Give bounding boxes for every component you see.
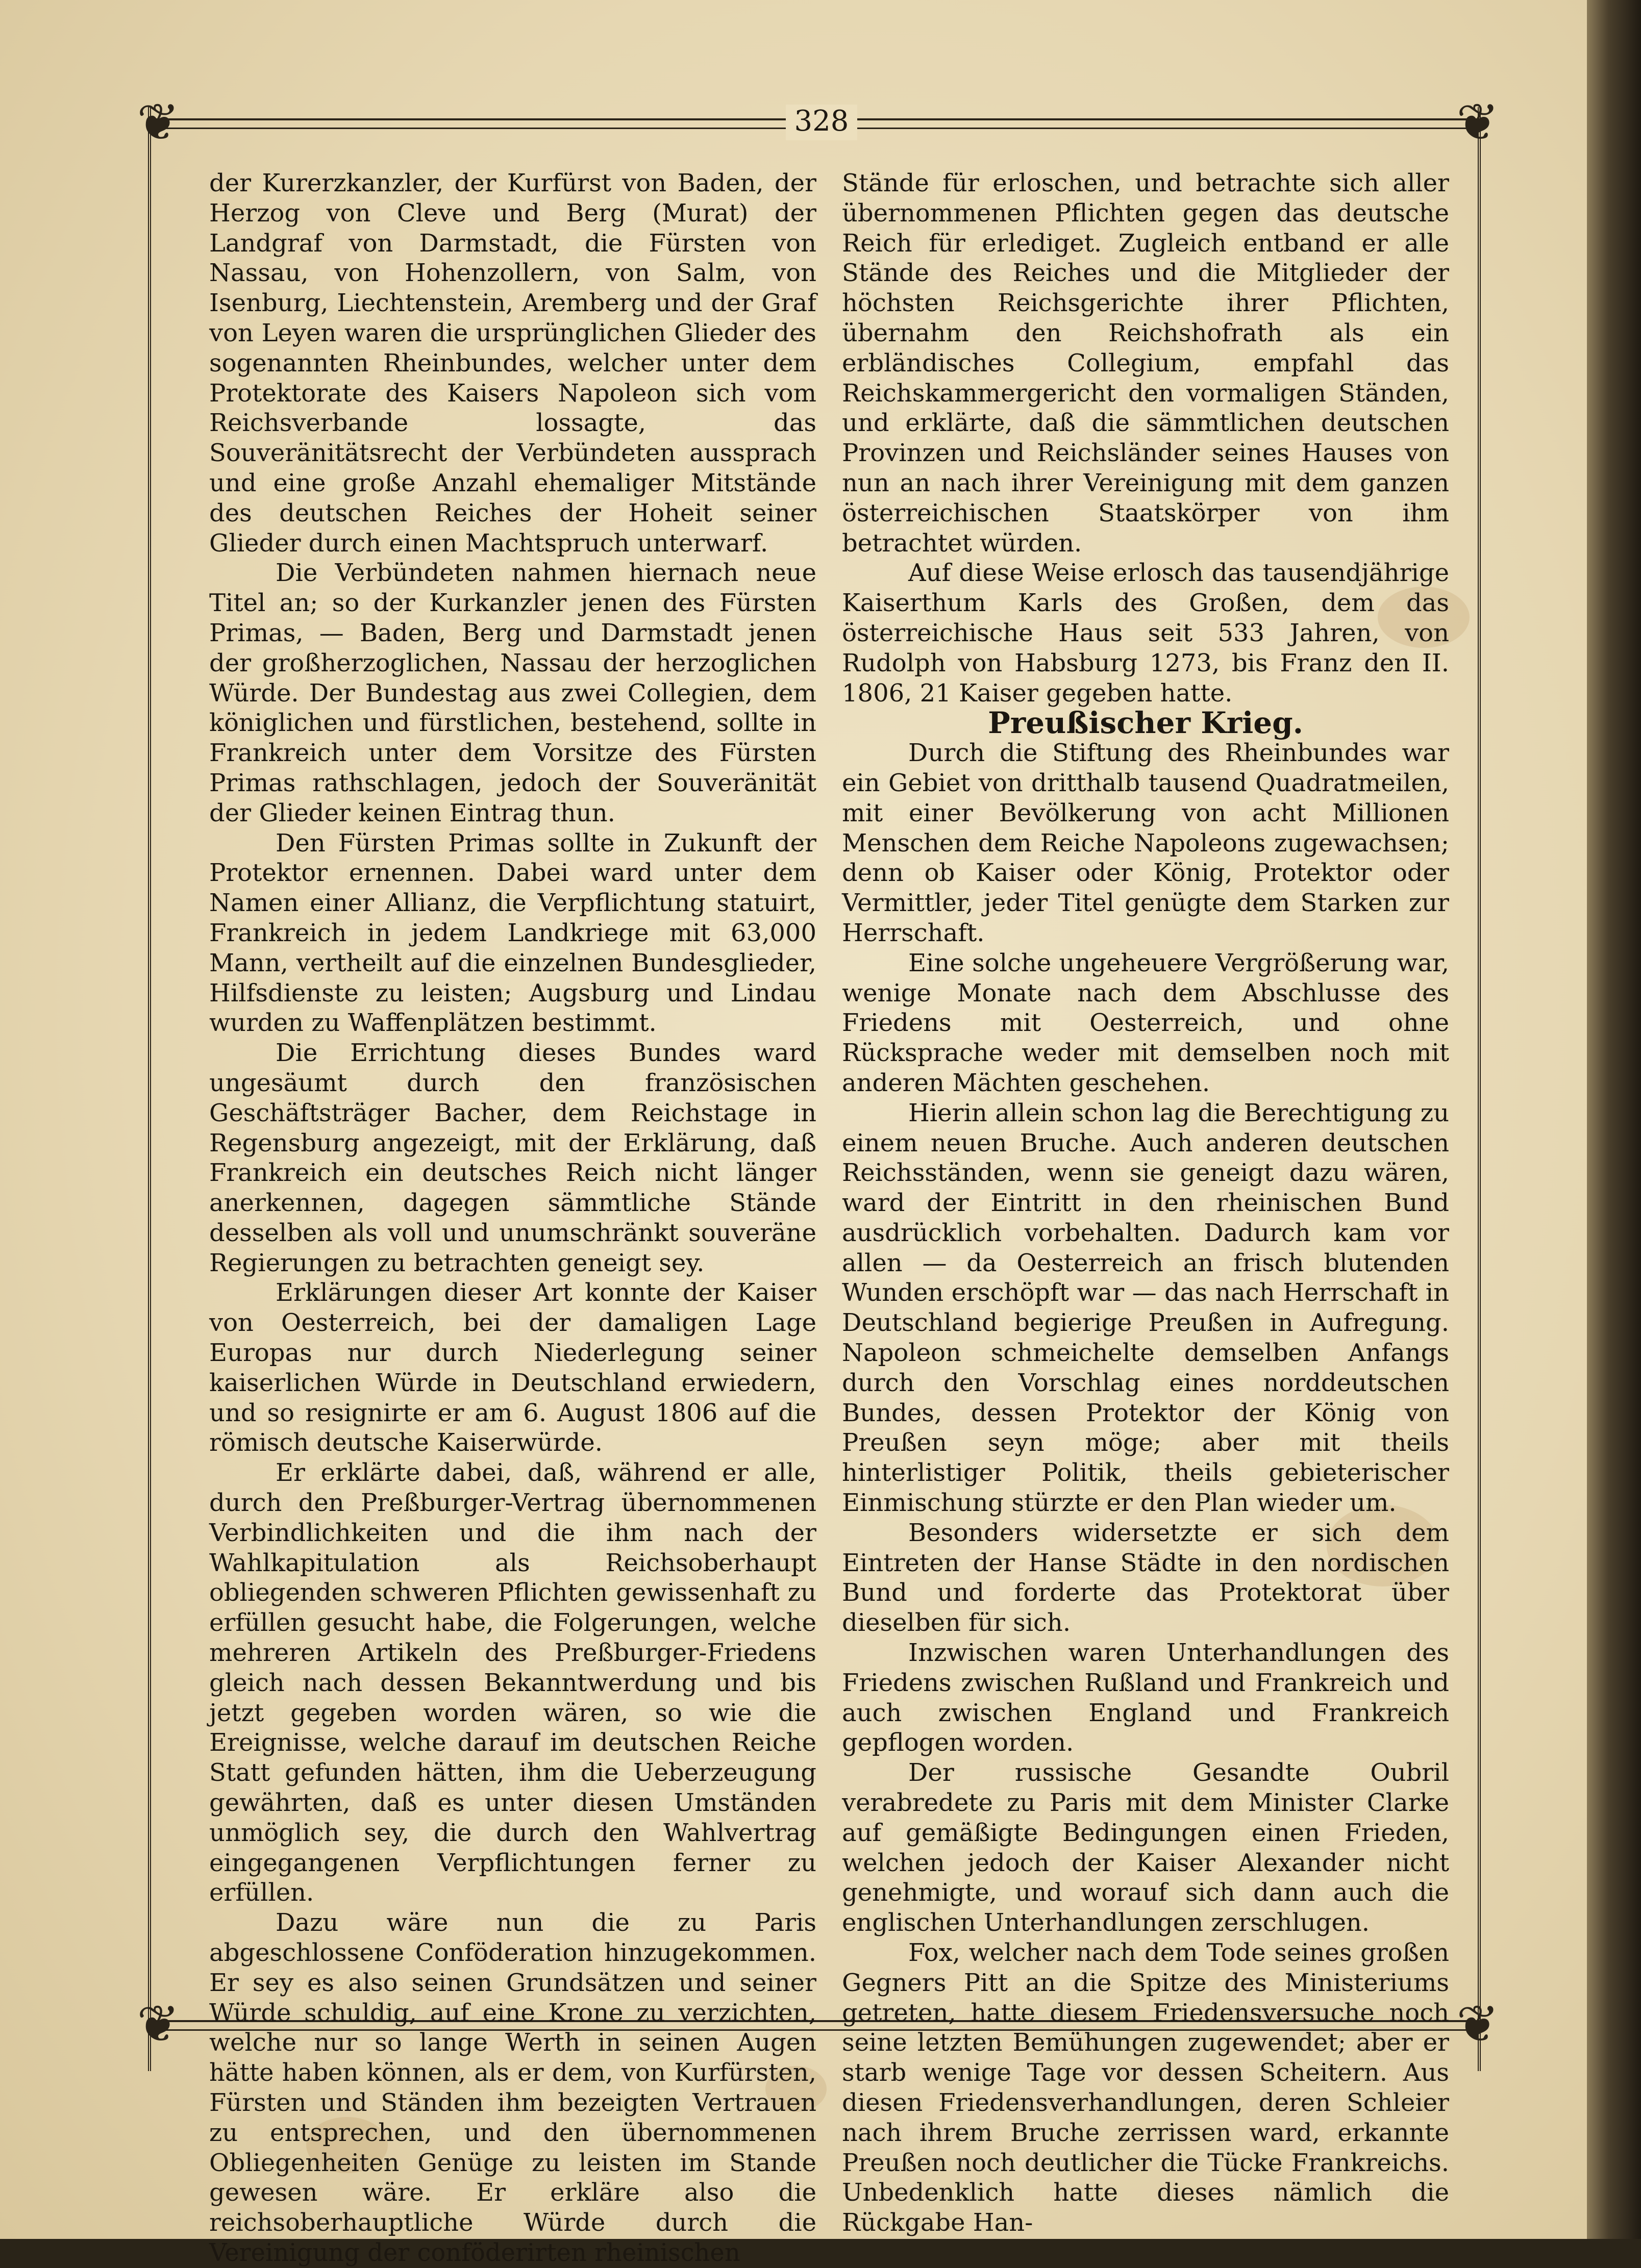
paragraph: Er erklärte dabei, daß, während er alle, durch den Preßburger-Vertrag übernommenen Verbindlichkeiten und die ihm nach der Wahlkapitulation als Reichsoberhaupt obliegenden schweren Pflichten gewissenhaft zu erfüllen gesucht habe, die Folgerungen, welche mehreren Artikeln des Preßburger-Friedens gleich nach dessen Bekanntwerdung und bis jetzt gegeben worden wären, so wie die Ereignisse, welche darauf im deutschen Reiche Statt gefunden hätten, ihm die Ueberzeugung gewährten, daß es unter diesen Umständen unmöglich sey, die durch den Wahlvertrag eingegangenen Verpflichtungen ferner zu erfüllen.	[209, 1458, 816, 1907]
paragraph: Auf diese Weise erlosch das tausendjährige Kaiserthum Karls des Großen, dem das österreichische Haus seit 533 Jahren, von Rudolph von Habsburg 1273, bis Franz den II. 1806, 21 Kaiser gegeben hatte.	[842, 559, 1449, 708]
ornament-bottom-right-icon: ❦	[1456, 1994, 1499, 2054]
paragraph: Die Verbündeten nahmen hiernach neue Titel an; so der Kurkanzler jenen des Fürsten Primas, — Baden, Berg und Darmstadt jenen der großherzoglichen, Nassau der herzoglichen Würde. Der Bundestag aus zwei Collegien, dem königlichen und fürstlichen, bestehend, sollte in Frankreich unter dem Vorsitze des Fürsten Primas rathschlagen, jedoch der Souveränität der Glieder keinen Eintrag thun.	[209, 559, 816, 827]
paragraph: Erklärungen dieser Art konnte der Kaiser von Oesterreich, bei der damaligen Lage Europas nur durch Niederlegung seiner kaiserlichen Würde in Deutschland erwiedern, und so resignirte er am 6. August 1806 auf die römisch deutsche Kaiserwürde.	[209, 1278, 816, 1457]
left-text-column	[209, 168, 816, 2267]
paragraph: Den Fürsten Primas sollte in Zukunft der Protektor ernennen. Dabei ward unter dem Namen einer Allianz, die Verpflichtung statuirt, Frankreich in jedem Landkriege mit 63,000 Mann, vertheilt auf die einzelnen Bundesglieder, Hilfsdienste zu leisten; Augsburg und Lindau wurden zu Waffenplätzen bestimmt.	[209, 828, 816, 1038]
paragraph: Durch die Stiftung des Rheinbundes war ein Gebiet von dritthalb tausend Quadratmeilen, mit einer Bevölkerung von acht Millionen Menschen dem Reiche Napoleons zugewachsen; denn ob Kaiser oder König, Protektor oder Vermittler, jeder Titel genügte dem Starken zur Herrschaft.	[842, 739, 1449, 947]
paragraph: Der russische Gesandte Oubril verabredete zu Paris mit dem Minister Clarke auf gemäßigte Bedingungen einen Frieden, welchen jedoch der Kaiser Alexander nicht genehmigte, und worauf sich dann auch die englischen Unterhandlungen zerschlugen.	[842, 1758, 1449, 1937]
paragraph: der Kurerzkanzler, der Kurfürst von Baden, der Herzog von Cleve und Berg (Murat) der Landgraf von Darmstadt, die Fürsten von Nassau, von Hohenzollern, von Salm, von Isenburg, Liechtenstein, Aremberg und der Graf von Leyen waren die ursprünglichen Glieder des sogenannten Rheinbundes, welcher unter dem Protektorate des Kaisers Napoleon sich vom Reichsverbande lossagte, das Souveränitätsrecht der Verbündeten aussprach und eine große Anzahl ehemaliger Mitstände des deutschen Reiches der Hoheit seiner Glieder durch einen Machtspruch unterwarf.	[209, 169, 816, 558]
paragraph: Dazu wäre nun die zu Paris abgeschlossene Conföderation hinzugekommen. Er sey es also seinen Grundsätzen und seiner Würde schuldig, auf eine Krone zu verzichten, welche nur so lange Werth in seinen Augen hätte haben können, als er dem, von Kurfürsten, Fürsten und Ständen ihm bezeigten Vertrauen zu entsprechen, und den übernommenen Obliegenheiten Genüge zu leisten im Stande gewesen wäre. Er erkläre also die reichsoberhauptliche Würde durch die Vereinigung der conföderirten rheinischen	[209, 1908, 816, 2267]
paragraph: Eine solche ungeheuere Vergrößerung war, wenige Monate nach dem Abschlusse des Friedens mit Oesterreich, und ohne Rücksprache weder mit demselben noch mit anderen Mächten geschehen.	[842, 948, 1449, 1097]
ornament-top-left-icon: ❦	[137, 92, 180, 152]
paragraph: Besonders widersetzte er sich dem Eintreten der Hanse Städte in den nordischen Bund und forderte das Protektorat über dieselben für sich.	[842, 1518, 1449, 1637]
book-gutter-edge	[1587, 0, 1641, 2239]
paragraph: Fox, welcher nach dem Tode seines großen Gegners Pitt an die Spitze des Ministeriums getreten, hatte diesem Friedensversuche noch seine letzten Bemühungen zugewendet; aber er starb wenige Tage vor dessen Scheitern. Aus diesen Friedensverhandlungen, deren Schleier nach ihrem Bruche zerrissen ward, erkannte Preußen noch deutlicher die Tücke Frankreichs. Unbedenklich hatte dieses nämlich die Rückgabe Han-	[842, 1938, 1449, 2237]
section-heading: Preußischer Krieg.	[988, 705, 1303, 741]
paragraph: Inzwischen waren Unterhandlungen des Friedens zwischen Rußland und Frankreich und auch zwischen England und Frankreich gepflogen worden.	[842, 1639, 1449, 1757]
page-number: 328	[786, 105, 857, 140]
paragraph: Die Errichtung dieses Bundes ward ungesäumt durch den französischen Geschäftsträger Bacher, dem Reichstage in Regensburg angezeigt, mit der Erklärung, daß Frankreich ein deutsches Reich nicht länger anerkennen, dagegen sämmtliche Stände desselben als voll und unumschränkt souveräne Regierungen zu betrachten geneigt sey.	[209, 1039, 816, 1277]
ornament-top-right-icon: ❦	[1456, 92, 1499, 152]
ornament-bottom-left-icon: ❦	[137, 1994, 180, 2054]
right-text-column	[842, 168, 1449, 2237]
paragraph: Stände für erloschen, und betrachte sich aller übernommenen Pflichten gegen das deutsche Reich für erlediget. Zugleich entband er alle Stände des Reiches und die Mitglieder der höchsten Reichsgerichte ihrer Pflichten, übernahm den Reichshofrath als ein erbländisches Collegium, empfahl das Reichskammergericht den vormaligen Ständen, und erklärte, daß die sämmtlichen deutschen Provinzen und Reichsländer seines Hauses von nun an nach ihrer Vereinigung mit dem ganzen österreichischen Staatskörper von ihm betrachtet würden.	[842, 169, 1449, 558]
paragraph: Hierin allein schon lag die Berechtigung zu einem neuen Bruche. Auch anderen deutschen Reichsständen, wenn sie geneigt dazu wären, ward der Eintritt in den rheinischen Bund ausdrücklich vorbehalten. Dadurch kam vor allen — da Oesterreich an frisch blutenden Wunden erschöpft war — das nach Herrschaft in Deutschland begierige Preußen in Aufregung. Napoleon schmeichelte demselben Anfangs durch den Vorschlag eines norddeutschen Bundes, dessen Protektor der König von Preußen seyn möge; aber mit theils hinterlistiger Politik, theils gebieterischer Einmischung stürzte er den Plan wieder um.	[842, 1098, 1449, 1518]
